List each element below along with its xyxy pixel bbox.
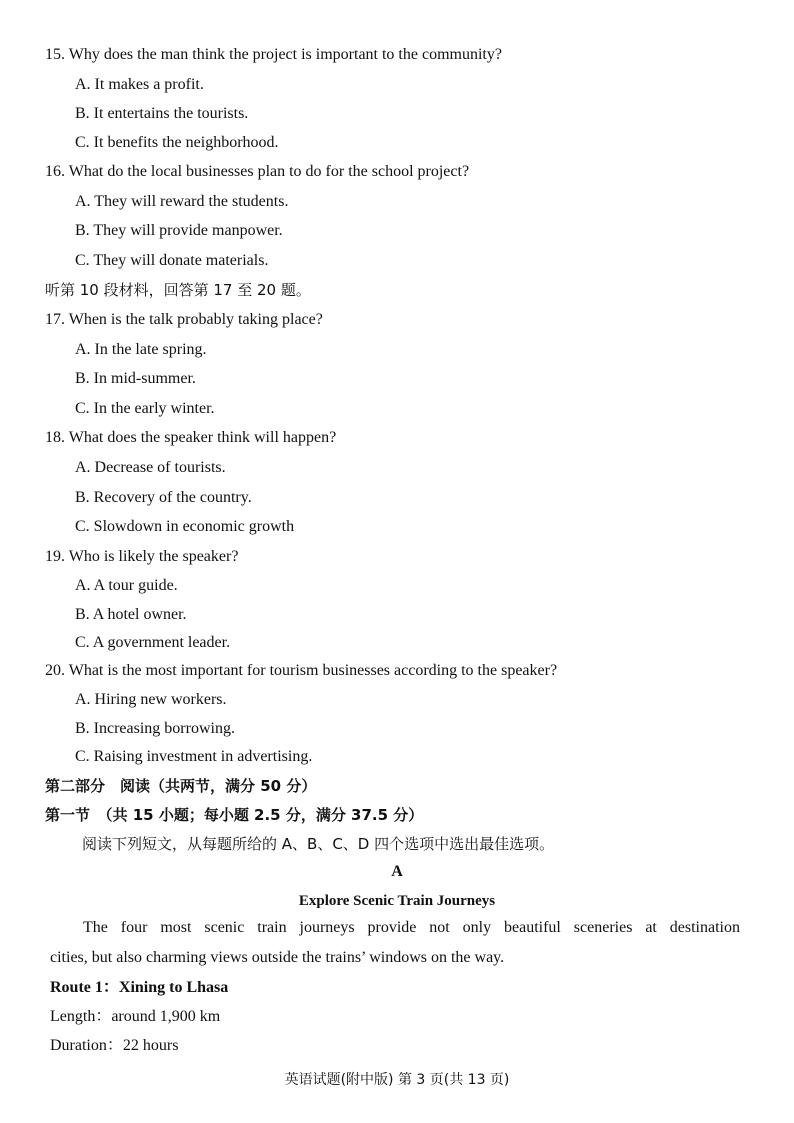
question-19	[45, 547, 238, 567]
option-15a: A. It makes a profit.	[75, 76, 204, 93]
question-number: 18.	[45, 429, 65, 446]
option-19b: B. A hotel owner.	[75, 606, 187, 623]
page-footer: 英语试题(附中版) 第 3 页(共 13 页)	[284, 1072, 510, 1088]
question-17	[45, 310, 323, 330]
option-19c: C. A government leader.	[75, 634, 231, 651]
option-19a: A. A tour guide.	[75, 577, 178, 594]
option-17c: C. In the early winter.	[75, 400, 215, 417]
question-text: What does the speaker think will happen?	[68, 429, 337, 446]
option-18b: B. Recovery of the country.	[75, 489, 252, 506]
question-number: 16.	[45, 163, 65, 180]
option-16c: C. They will donate materials.	[75, 252, 269, 269]
option-20b: B. Increasing borrowing.	[75, 720, 235, 737]
option-15b: B. It entertains the tourists.	[75, 105, 249, 122]
question-text: What is the most important for tourism businesses according to the speaker?	[68, 662, 558, 679]
option-16b: B. They will provide manpower.	[75, 222, 283, 239]
route-duration: Duration：22 hours	[50, 1037, 179, 1054]
passage-title: Explore Scenic Train Journeys	[298, 893, 496, 909]
question-text: Who is likely the speaker?	[68, 548, 239, 565]
option-17a: A. In the late spring.	[75, 341, 207, 358]
question-number: 17.	[45, 311, 65, 328]
part2-heading: 第二部分 阅读（共两节，满分 50 分）	[45, 777, 317, 795]
passage-letter: A	[391, 863, 403, 880]
reading-instruction: 阅读下列短文，从每题所给的 A、B、C、D 四个选项中选出最佳选项。	[82, 835, 555, 853]
section1-heading: 第一节 （共 15 小题；每小题 2.5 分，满分 37.5 分）	[45, 806, 424, 824]
option-17b: B. In mid-summer.	[75, 370, 196, 387]
route-heading: Route 1：Xining to Lhasa	[50, 979, 229, 996]
question-text: What do the local businesses plan to do for the school project?	[68, 163, 470, 180]
option-20c: C. Raising investment in advertising.	[75, 748, 313, 765]
intro-line-2: cities, but also charming views outside the trains’ windows on the way.	[50, 949, 505, 966]
option-15c: C. It benefits the neighborhood.	[75, 134, 279, 151]
question-16	[45, 162, 469, 182]
passage-intro	[50, 913, 740, 973]
listening-instruction: 听第 10 段材料，回答第 17 至 20 题。	[45, 281, 311, 299]
option-18a: A. Decrease of tourists.	[75, 459, 226, 476]
question-number: 19.	[45, 548, 65, 565]
question-15	[45, 45, 502, 65]
option-16a: A. They will reward the students.	[75, 193, 289, 210]
question-text: When is the talk probably taking place?	[68, 311, 323, 328]
intro-line-1: The four most scenic train journeys provide not only beautiful sceneries at destination	[83, 919, 740, 936]
question-number: 15.	[45, 46, 65, 63]
route-length: Length：around 1,900 km	[50, 1008, 221, 1025]
question-18	[45, 428, 336, 448]
question-20	[45, 661, 557, 681]
question-text: Why does the man think the project is important to the community?	[68, 46, 502, 63]
option-20a: A. Hiring new workers.	[75, 691, 227, 708]
option-18c: C. Slowdown in economic growth	[75, 518, 295, 535]
question-number: 20.	[45, 662, 65, 679]
